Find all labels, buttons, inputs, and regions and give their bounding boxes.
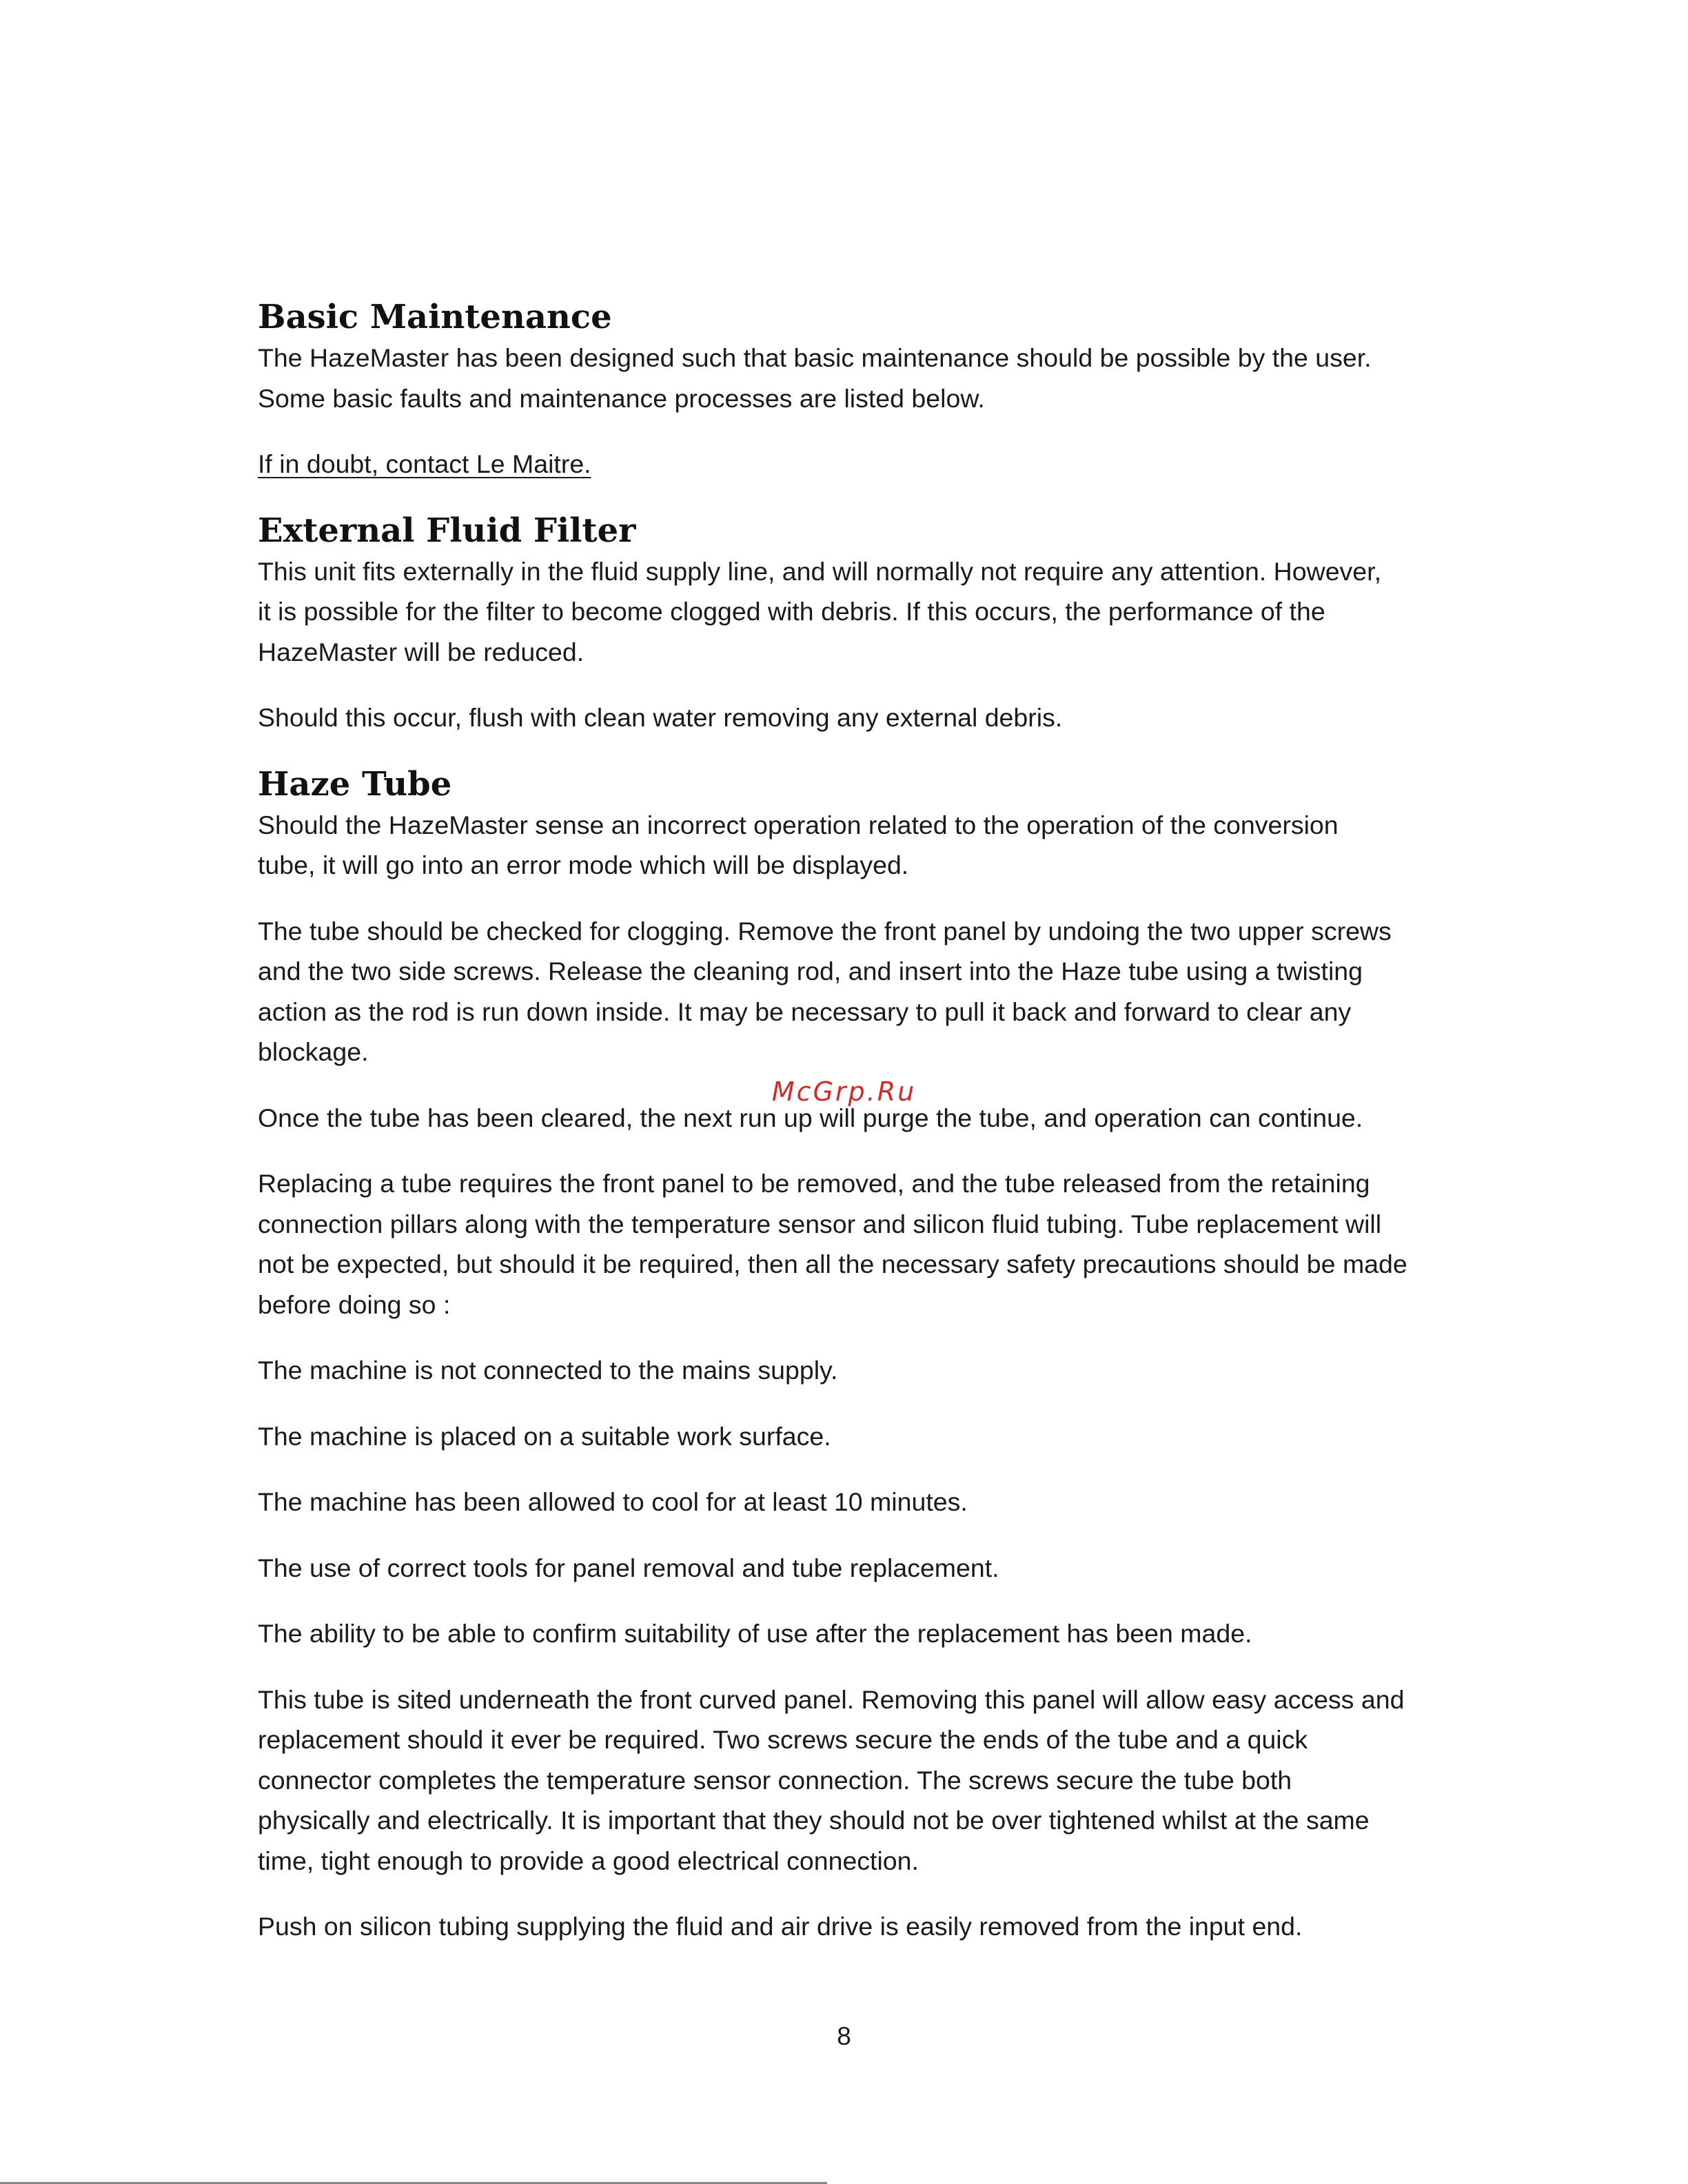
paragraph: Should this occur, flush with clean water removing any external debris. — [258, 703, 1063, 732]
heading-haze-tube: Haze Tube — [258, 764, 452, 804]
document-body — [258, 296, 1443, 1972]
paragraph: The HazeMaster has been designed such that basic maintenance should be possible by the user. Some basic faults and maintenance processes are listed below. — [258, 343, 1372, 413]
paragraph: The machine is not connected to the mains supply. — [258, 1356, 838, 1385]
section-basic-maintenance — [258, 296, 1443, 484]
heading-external-fluid-filter: External Fluid Filter — [258, 511, 636, 550]
heading-basic-maintenance: Basic Maintenance — [258, 298, 612, 336]
paragraph: Replacing a tube requires the front panel to be removed, and the tube released from the retaining connection pillars along with the temperature sensor and silicon fluid tubing. Tube replacement will not be expected, but should it be required, then all the necessary safety precautions should be made before doing so : — [258, 1169, 1407, 1319]
section-haze-tube — [258, 764, 1443, 1947]
section-external-fluid-filter — [258, 510, 1443, 738]
page-number: 8 — [837, 2022, 851, 2050]
paragraph: The use of correct tools for panel removal and tube replacement. — [258, 1553, 999, 1582]
contact-note-link[interactable]: If in doubt, contact Le Maitre. — [258, 449, 591, 478]
paragraph: The tube should be checked for clogging. Remove the front panel by undoing the two upper screws and the two side screws. Release the cleaning rod, and insert into the Haze tube using a twisting action as the rod is run down inside. It may be necessary to pull it back and forward to clear any blockage. — [258, 916, 1392, 1066]
paragraph: The machine has been allowed to cool for at least 10 minutes. — [258, 1487, 968, 1516]
paragraph: Push on silicon tubing supplying the fluid and air drive is easily removed from the input end. — [258, 1912, 1303, 1941]
paragraph: This unit fits externally in the fluid supply line, and will normally not require any attention. However, it is possible for the filter to become clogged with debris. If this occurs, the performance of the HazeMaster will be reduced. — [258, 556, 1381, 666]
paragraph: The machine is placed on a suitable work surface. — [258, 1421, 831, 1451]
paragraph: Should the HazeMaster sense an incorrect operation related to the operation of the conversion tube, it will go into an error mode which will be displayed. — [258, 810, 1339, 879]
paragraph: This tube is sited underneath the front curved panel. Removing this panel will allow easy access and replacement should it ever be required. Two screws secure the ends of the tube and a quick connector completes the temperature sensor connection. The screws secure the tube both physically and electrically. It is important that they should not be over tightened whilst at the same time, tight enough to provide a good electrical connection. — [258, 1684, 1405, 1875]
watermark: McGrp.Ru — [771, 1076, 917, 1107]
paragraph: The ability to be able to confirm suitability of use after the replacement has been made. — [258, 1619, 1252, 1648]
paragraph: Once the tube has been cleared, the next run up will purge the tube, and operation can continue. — [258, 1103, 1363, 1132]
